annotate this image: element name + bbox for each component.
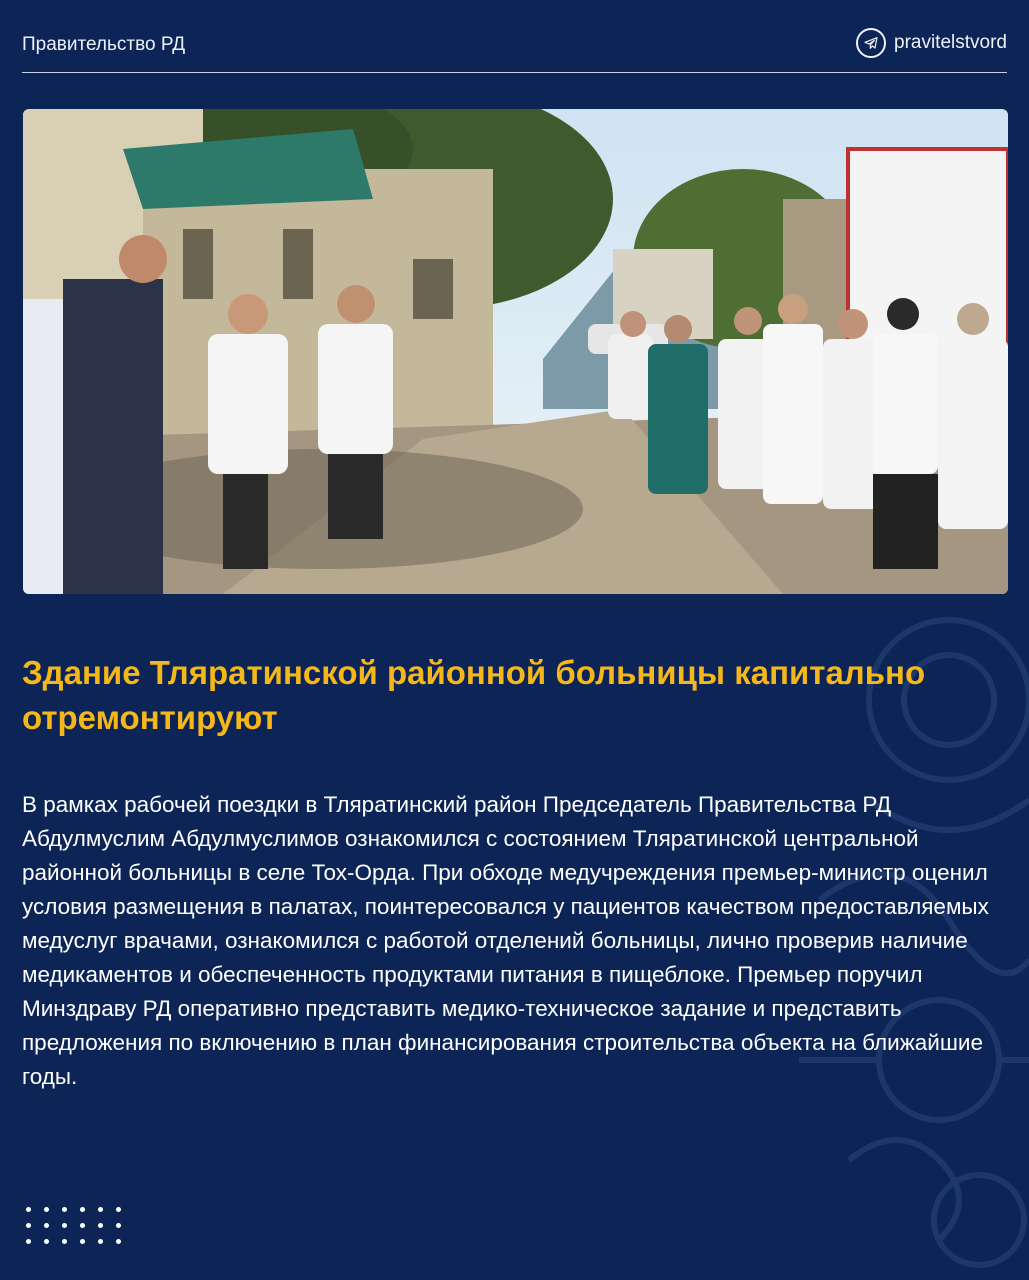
telegram-icon	[856, 28, 886, 58]
news-photo	[23, 109, 1008, 594]
dots-decoration	[26, 1207, 122, 1244]
article-body: В рамках рабочей поездки в Тляратинский район Председатель Правительства РД Абдулмуслим Абдулмуслимов ознакомился с состоянием Тляратинской центральной районной больницы в селе Тох-Орда. При обходе медучреждения премьер-министр оценил условия размещения в палатах, поинтересовался у пациентов качеством предоставляемых медуслуг врачами, ознакомился с работой отделений больницы, лично проверив наличие медикаментов и обеспеченность продуктами питания в пищеблоке. Премьер поручил Минздраву РД оперативно представить медико-техническое задание и представить предложения по включению в план финансирования строительства объекта на ближайшие годы.	[22, 792, 989, 1089]
header	[22, 28, 1007, 73]
brand-name: Правительство РД	[22, 34, 186, 55]
article-title: Здание Тляратинской районной больницы капитально отремонтируют	[22, 654, 926, 736]
channel-link[interactable]	[856, 28, 1007, 58]
channel-handle: pravitelstvord	[894, 32, 1007, 53]
